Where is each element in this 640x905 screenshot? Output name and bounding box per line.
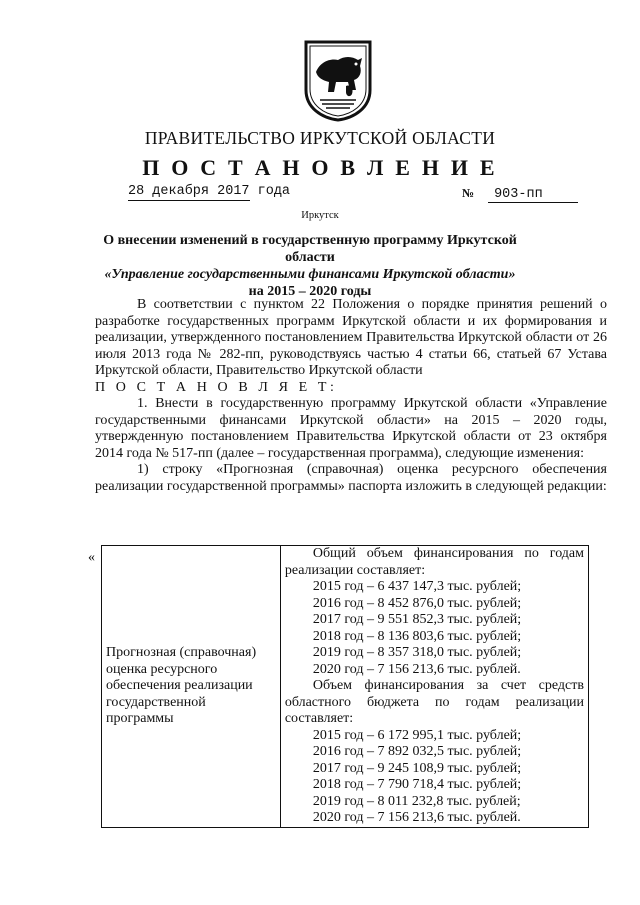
funding-table — [101, 545, 589, 828]
coat-of-arms-icon — [302, 38, 374, 122]
regional-year-line: 2015 год – 6 172 995,1 тыс. рублей; — [312, 727, 522, 743]
total-year-line: 2017 год – 9 551 852,3 тыс. рублей; — [312, 612, 522, 627]
regional-intro: Объем финансирования за счет средств областного бюджета по годам реализации составляет: — [284, 678, 584, 726]
funding-details — [285, 546, 584, 827]
date-value: 28 декабря 2017 — [128, 184, 250, 199]
total-intro: Общий объем финансирования по годам реализации составляет: — [284, 546, 584, 578]
regional-year-line: 2018 год – 7 790 718,4 тыс. рублей; — [312, 777, 522, 792]
item-1-paragraph: 1. Внести в государственную программу Иркутской области «Управление государственными финансами Иркутской области» на 2015 – 2020 годы, утвержденную постановлением Правительства Иркутской области от 23 октября 2014 года № 517-пп (далее – государственная программа), следующие изменения: — [95, 396, 607, 461]
document-type-title: П О С Т А Н О В Л Е Н И Е — [142, 155, 498, 180]
total-year-line: 2016 год – 8 452 876,0 тыс. рублей; — [312, 595, 522, 611]
total-year-line: 2020 год – 7 156 213,6 тыс. рублей. — [312, 661, 521, 677]
row-label-cell: Прогнозная (справочная) оценка ресурсного обеспечения реализации государственной программы — [102, 546, 281, 828]
item-1-1-paragraph: 1) строку «Прогнозная (справочная) оценка ресурсного обеспечения реализации государственной программы» паспорта изложить в следующей редакции: — [95, 462, 607, 494]
number-value: 903-пп — [488, 187, 578, 203]
government-name: ПРАВИТЕЛЬСТВО ИРКУТСКОЙ ОБЛАСТИ — [144, 128, 496, 148]
preamble-paragraph: В соответствии с пунктом 22 Положения о порядке принятия решений о разработке государственных программ Иркутской области и их формирования и реализации, утвержденного постановлением Правительства Иркутской области от 26 июля 2013 года № 282-пп, руководствуясь частью 4 статьи 66, статьей 67 Устава Иркутской области, Правительство Иркутской области — [95, 297, 607, 378]
document-body — [95, 297, 607, 495]
heading-line-3: на 2015 – 2020 годы — [248, 284, 372, 299]
heading-line-2: «Управление государственными финансами Иркутской области» — [104, 267, 516, 282]
city-name: Иркутск — [301, 210, 339, 221]
heading-line-1: О внесении изменений в государственную программу Иркутской области — [103, 233, 517, 265]
regional-year-line: 2020 год – 7 156 213,6 тыс. рублей. — [312, 810, 521, 825]
resolves-word: П О С Т А Н О В Л Я Е Т: — [95, 379, 338, 395]
regional-year-line: 2017 год – 9 245 108,9 тыс. рублей; — [312, 760, 522, 776]
document-date — [128, 184, 290, 199]
total-year-line: 2015 год – 6 437 147,3 тыс. рублей; — [312, 579, 522, 594]
regional-year-line: 2016 год – 7 892 032,5 тыс. рублей; — [312, 744, 522, 759]
document-number — [462, 186, 578, 203]
number-symbol: № — [462, 186, 475, 200]
table-row — [102, 546, 589, 828]
date-suffix: года — [249, 184, 291, 199]
document-heading — [90, 232, 530, 300]
total-year-line: 2018 год – 8 136 803,6 тыс. рублей; — [312, 628, 522, 644]
regional-year-line: 2019 год – 8 011 232,8 тыс. рублей; — [312, 793, 521, 809]
opening-quote: « — [88, 550, 95, 565]
row-value-cell — [280, 546, 588, 828]
total-year-line: 2019 год – 8 357 318,0 тыс. рублей; — [312, 645, 522, 660]
